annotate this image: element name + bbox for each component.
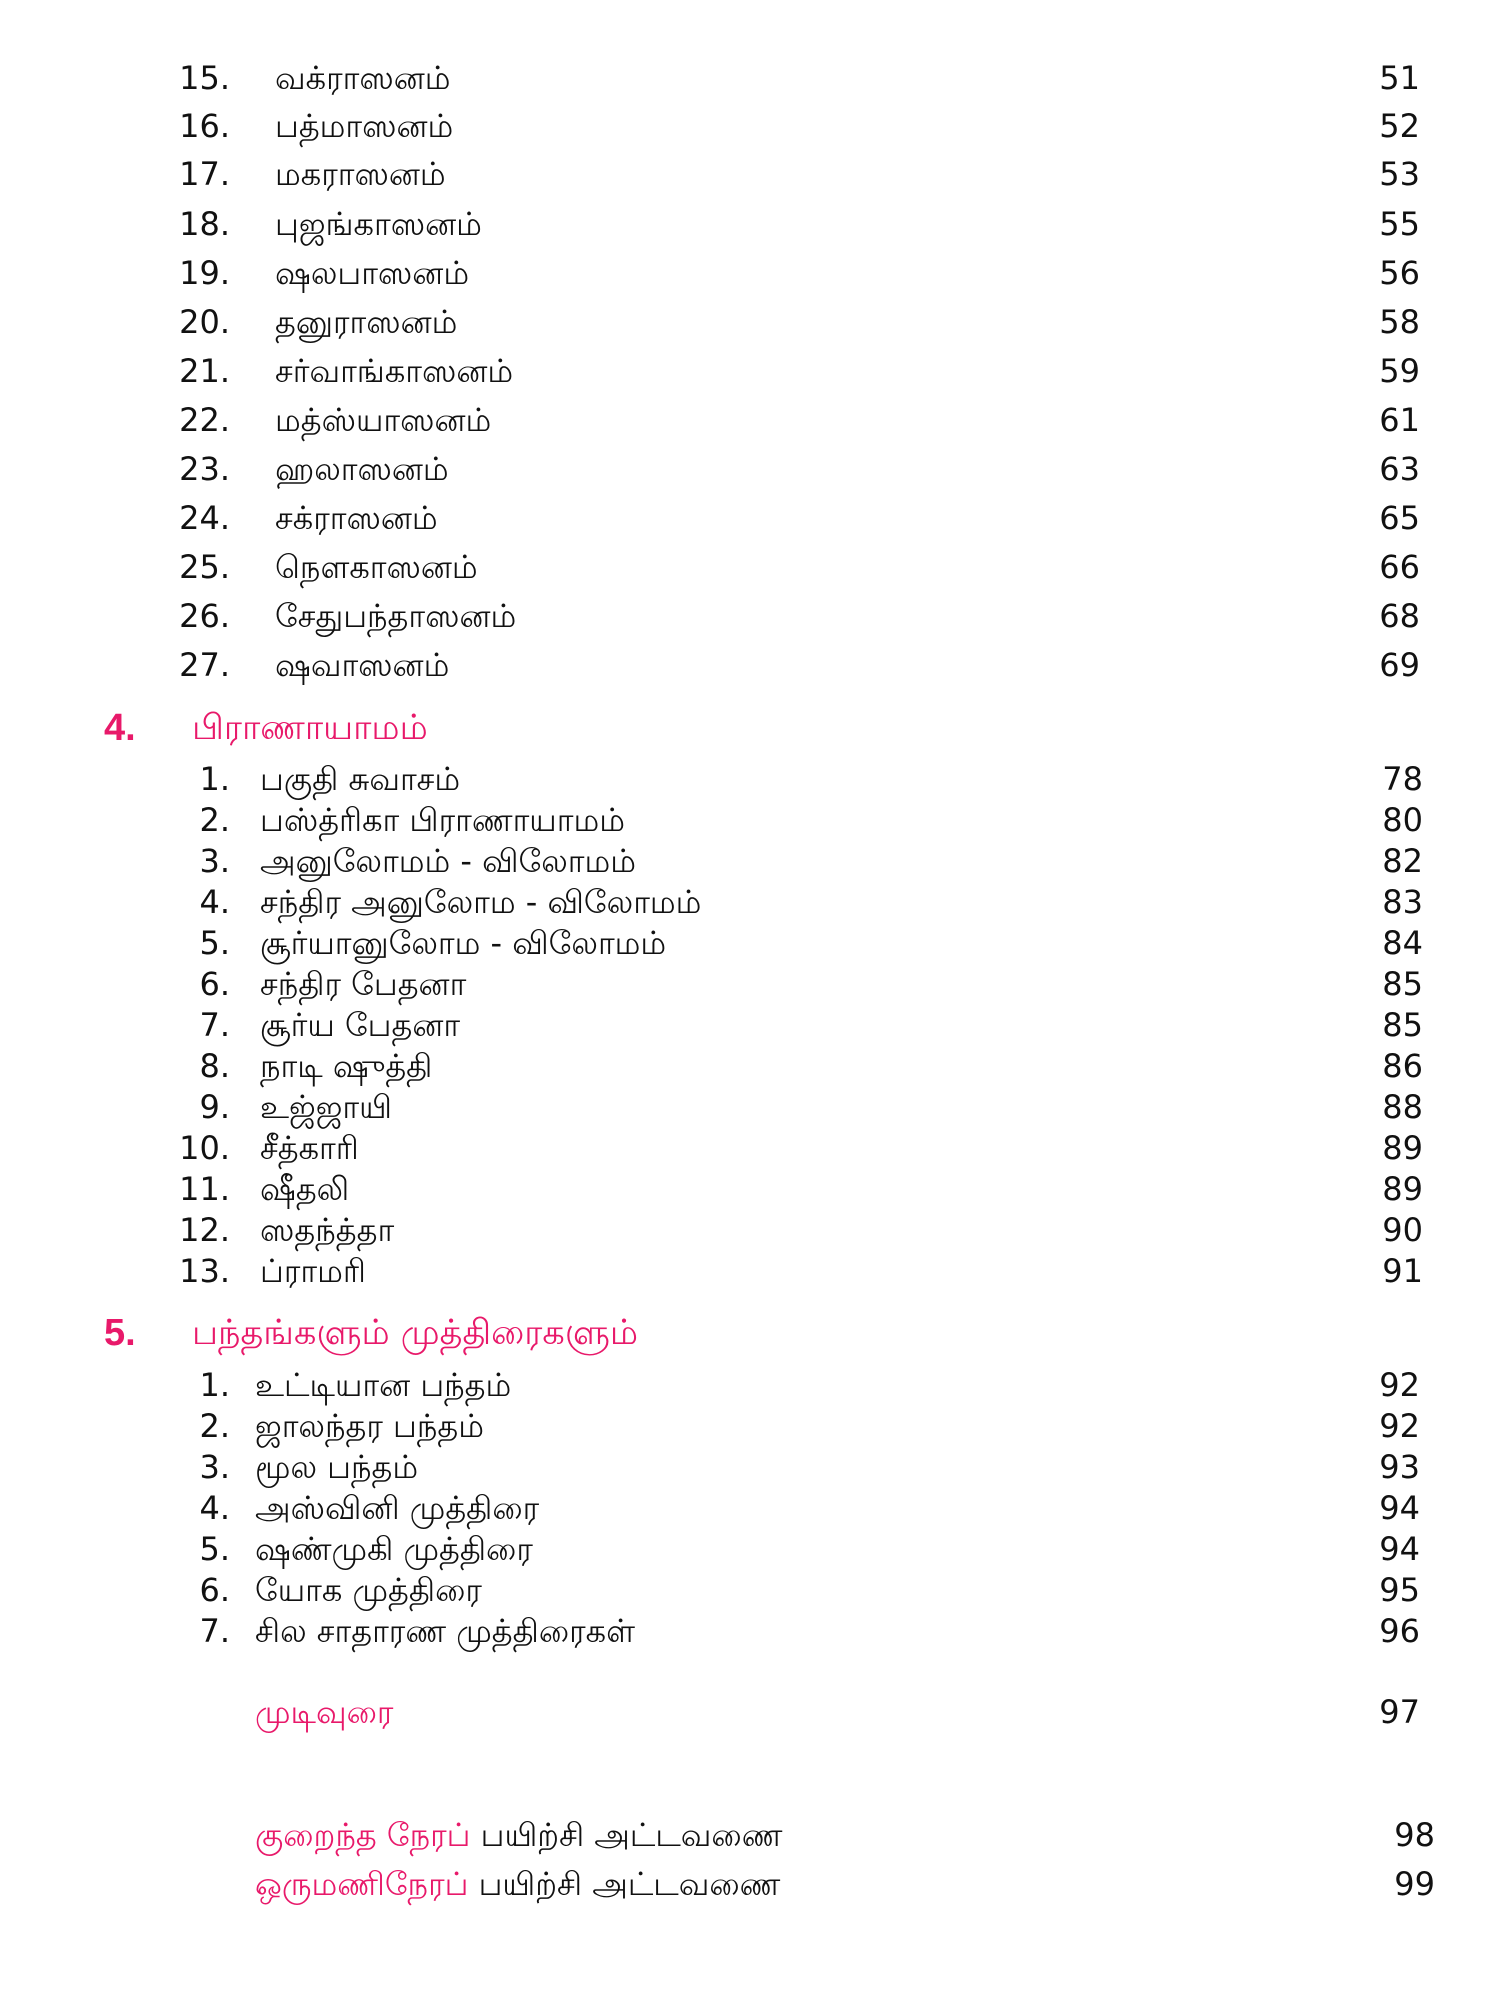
item-title: சூர்யானுலோம - விலோமம்	[260, 924, 667, 962]
schedule-title	[255, 1813, 782, 1857]
item-title: சில சாதாரண முத்திரைகள்	[255, 1612, 635, 1650]
conclusion-title: முடிவுரை	[255, 1693, 394, 1731]
item-number: 12.	[179, 1211, 230, 1249]
item-number: 7.	[199, 1006, 230, 1044]
toc-row[interactable]	[120, 545, 1420, 589]
toc-row[interactable]	[120, 251, 1420, 295]
item-page-number: 89	[1382, 1170, 1423, 1208]
item-number: 15.	[179, 59, 230, 97]
toc-row[interactable]	[120, 496, 1420, 540]
toc-row[interactable]	[120, 1568, 1420, 1612]
item-title: உஜ்ஜாயி	[260, 1088, 392, 1126]
item-title: பகுதி சுவாசம்	[260, 760, 461, 798]
item-page-number: 58	[1379, 303, 1420, 341]
item-number: 7.	[199, 1612, 230, 1650]
item-number: 16.	[179, 107, 230, 145]
chapter-number: 5.	[104, 1312, 136, 1354]
item-page-number: 59	[1379, 352, 1420, 390]
item-page-number: 94	[1379, 1530, 1420, 1568]
item-number: 20.	[179, 303, 230, 341]
item-number: 1.	[199, 760, 230, 798]
item-title: சர்வாங்காஸனம்	[275, 352, 514, 390]
schedule-title-highlight: ஒருமணிநேரப்	[255, 1865, 469, 1903]
toc-row[interactable]	[120, 962, 1423, 1006]
item-title: சூர்ய பேதனா	[260, 1006, 461, 1044]
chapter-4-heading[interactable]	[104, 702, 804, 754]
toc-row[interactable]	[120, 1527, 1420, 1571]
item-page-number: 94	[1379, 1489, 1420, 1527]
chapter-number: 4.	[104, 707, 136, 749]
item-page-number: 51	[1379, 59, 1420, 97]
toc-row[interactable]	[120, 1085, 1423, 1129]
chapter-5-heading[interactable]	[104, 1307, 1004, 1359]
chapter-title: பந்தங்களும் முத்திரைகளும்	[192, 1313, 639, 1353]
toc-row[interactable]	[120, 152, 1420, 196]
item-title: ஷவாஸனம்	[275, 646, 450, 684]
item-number: 4.	[199, 1489, 230, 1527]
item-number: 6.	[199, 1571, 230, 1609]
item-title: பத்மாஸனம்	[275, 107, 454, 145]
toc-row[interactable]	[120, 447, 1420, 491]
item-number: 23.	[179, 450, 230, 488]
item-title: புஜங்காஸனம்	[275, 205, 482, 243]
item-page-number: 66	[1379, 548, 1420, 586]
chapter-title: பிராணாயாமம்	[192, 708, 428, 748]
item-page-number: 85	[1382, 965, 1423, 1003]
item-page-number: 84	[1382, 924, 1423, 962]
item-number: 19.	[179, 254, 230, 292]
item-page-number: 68	[1379, 597, 1420, 635]
toc-row[interactable]	[120, 202, 1420, 246]
item-page-number: 61	[1379, 401, 1420, 439]
conclusion-page-number: 97	[1379, 1693, 1420, 1731]
item-number: 2.	[199, 1407, 230, 1445]
item-number: 24.	[179, 499, 230, 537]
item-page-number: 78	[1382, 760, 1423, 798]
item-page-number: 55	[1379, 205, 1420, 243]
item-number: 22.	[179, 401, 230, 439]
item-number: 27.	[179, 646, 230, 684]
item-number: 5.	[199, 924, 230, 962]
item-number: 10.	[179, 1129, 230, 1167]
item-page-number: 88	[1382, 1088, 1423, 1126]
item-title: ஜாலந்தர பந்தம்	[255, 1407, 484, 1445]
toc-row[interactable]	[120, 56, 1420, 100]
item-title: பஸ்த்ரிகா பிராணாயாமம்	[260, 801, 625, 839]
toc-row[interactable]	[120, 104, 1420, 148]
item-page-number: 91	[1382, 1252, 1423, 1290]
toc-row[interactable]	[120, 1486, 1420, 1530]
toc-row[interactable]	[120, 798, 1423, 842]
schedule-row[interactable]	[255, 1862, 1435, 1906]
item-page-number: 92	[1379, 1407, 1420, 1445]
toc-row[interactable]	[120, 921, 1423, 965]
item-title: சந்திர பேதனா	[260, 965, 467, 1003]
conclusion-row[interactable]	[255, 1690, 1420, 1734]
item-title: மூல பந்தம்	[255, 1448, 419, 1486]
item-number: 5.	[199, 1530, 230, 1568]
item-page-number: 63	[1379, 450, 1420, 488]
schedule-title	[255, 1862, 780, 1906]
toc-row[interactable]	[120, 1167, 1423, 1211]
toc-row[interactable]	[120, 1363, 1420, 1407]
toc-row[interactable]	[120, 1003, 1423, 1047]
item-number: 3.	[199, 1448, 230, 1486]
item-number: 9.	[199, 1088, 230, 1126]
toc-row[interactable]	[120, 398, 1420, 442]
toc-row[interactable]	[120, 1126, 1423, 1170]
item-title: யோக முத்திரை	[255, 1571, 482, 1609]
item-title: அனுலோமம் - விலோமம்	[260, 842, 636, 880]
item-page-number: 52	[1379, 107, 1420, 145]
toc-row[interactable]	[120, 1404, 1420, 1448]
item-number: 26.	[179, 597, 230, 635]
schedule-row[interactable]	[255, 1813, 1435, 1857]
toc-row[interactable]	[120, 643, 1420, 687]
item-page-number: 86	[1382, 1047, 1423, 1085]
toc-row[interactable]	[120, 1208, 1423, 1252]
item-title: சக்ராஸனம்	[275, 499, 438, 537]
toc-row[interactable]	[120, 594, 1420, 638]
item-number: 3.	[199, 842, 230, 880]
item-number: 18.	[179, 205, 230, 243]
item-title: தனுராஸனம்	[275, 303, 458, 341]
schedule-title-rest: பயிற்சி அட்டவணை	[468, 1865, 781, 1903]
toc-row[interactable]	[120, 757, 1423, 801]
item-page-number: 53	[1379, 155, 1420, 193]
schedule-page-number: 98	[1394, 1816, 1435, 1854]
item-page-number: 69	[1379, 646, 1420, 684]
item-number: 25.	[179, 548, 230, 586]
toc-row[interactable]	[120, 300, 1420, 344]
item-page-number: 56	[1379, 254, 1420, 292]
item-title: ஷண்முகி முத்திரை	[255, 1530, 533, 1568]
item-number: 2.	[199, 801, 230, 839]
item-number: 13.	[179, 1252, 230, 1290]
toc-row[interactable]	[120, 839, 1423, 883]
item-title: ஹலாஸனம்	[275, 450, 449, 488]
schedule-title-highlight: குறைந்த நேரப்	[255, 1816, 471, 1854]
item-number: 1.	[199, 1366, 230, 1404]
item-title: வக்ராஸனம்	[275, 59, 451, 97]
item-number: 8.	[199, 1047, 230, 1085]
item-title: சேதுபந்தாஸனம்	[275, 597, 517, 635]
schedule-title-rest: பயிற்சி அட்டவணை	[470, 1816, 783, 1854]
item-title: நௌகாஸனம்	[275, 548, 478, 586]
item-title: சீத்காரி	[260, 1129, 359, 1167]
item-number: 4.	[199, 883, 230, 921]
item-page-number: 90	[1382, 1211, 1423, 1249]
item-page-number: 82	[1382, 842, 1423, 880]
item-number: 6.	[199, 965, 230, 1003]
item-title: உட்டியான பந்தம்	[255, 1366, 512, 1404]
toc-row[interactable]	[120, 1249, 1423, 1293]
item-title: நாடி ஷுத்தி	[260, 1047, 433, 1085]
schedule-page-number: 99	[1394, 1865, 1435, 1903]
toc-row[interactable]	[120, 1044, 1423, 1088]
toc-row[interactable]	[120, 349, 1420, 393]
item-number: 11.	[179, 1170, 230, 1208]
item-title: ப்ராமரி	[260, 1252, 366, 1290]
toc-row[interactable]	[120, 880, 1423, 924]
item-page-number: 96	[1379, 1612, 1420, 1650]
item-title: மத்ஸ்யாஸனம்	[275, 401, 492, 439]
item-page-number: 85	[1382, 1006, 1423, 1044]
item-page-number: 95	[1379, 1571, 1420, 1609]
item-page-number: 92	[1379, 1366, 1420, 1404]
toc-row[interactable]	[120, 1609, 1420, 1653]
item-title: சந்திர அனுலோம - விலோமம்	[260, 883, 702, 921]
toc-row[interactable]	[120, 1445, 1420, 1489]
item-title: மகராஸனம்	[275, 155, 446, 193]
item-number: 17.	[179, 155, 230, 193]
item-page-number: 89	[1382, 1129, 1423, 1167]
item-page-number: 65	[1379, 499, 1420, 537]
item-number: 21.	[179, 352, 230, 390]
item-page-number: 83	[1382, 883, 1423, 921]
item-title: அஸ்வினி முத்திரை	[255, 1489, 540, 1527]
item-title: ஸதந்த்தா	[260, 1211, 395, 1249]
item-title: ஷீதலி	[260, 1170, 350, 1208]
item-page-number: 80	[1382, 801, 1423, 839]
item-title: ஷலபாஸனம்	[275, 254, 470, 292]
item-page-number: 93	[1379, 1448, 1420, 1486]
